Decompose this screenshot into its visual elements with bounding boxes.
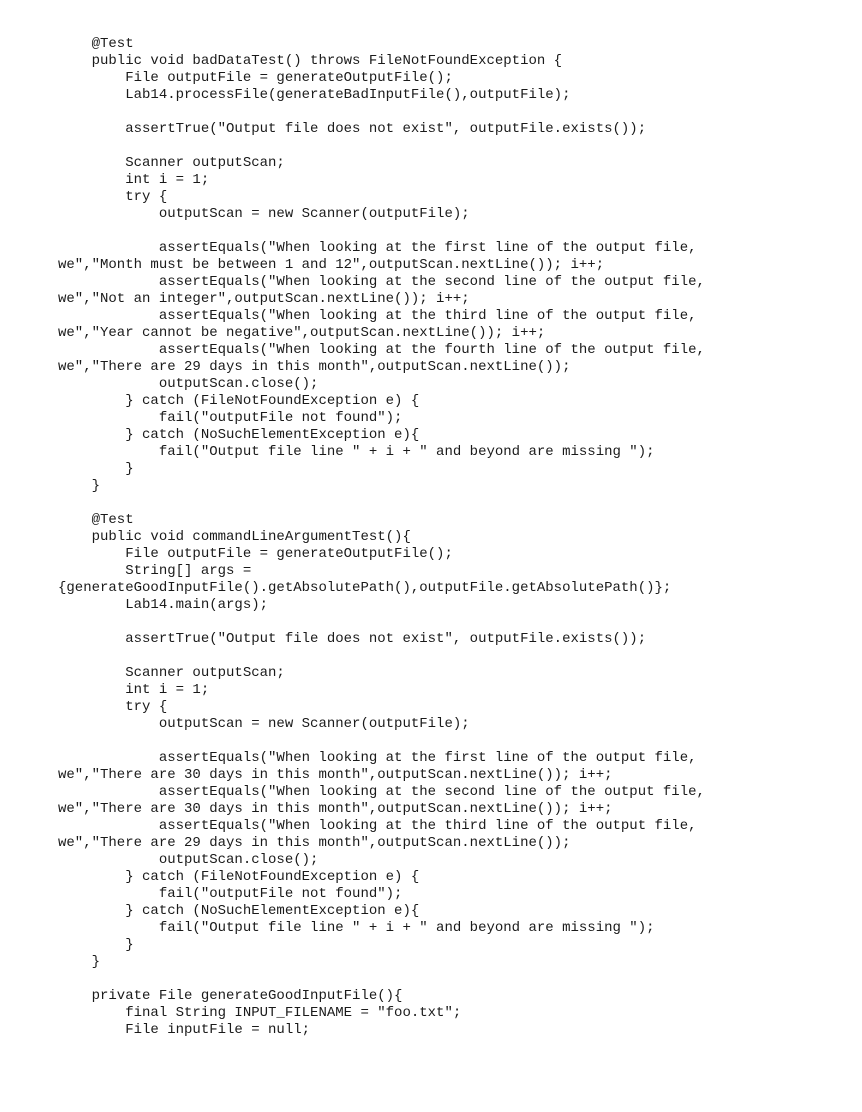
code-line <box>58 648 848 665</box>
code-line: Lab14.processFile(generateBadInputFile(),outputFile); <box>58 87 571 103</box>
code-line: we","There are 30 days in this month",outputScan.nextLine()); i++; <box>58 767 613 783</box>
code-line: public void commandLineArgumentTest(){ <box>58 529 411 545</box>
code-line: try { <box>58 699 168 715</box>
code-line: @Test <box>58 36 134 52</box>
code-line: we","There are 30 days in this month",outputScan.nextLine()); i++; <box>58 801 613 817</box>
code-line: private File generateGoodInputFile(){ <box>58 988 403 1004</box>
code-line: int i = 1; <box>58 682 210 698</box>
code-line: {generateGoodInputFile().getAbsolutePath(),outputFile.getAbsolutePath()}; <box>58 580 672 596</box>
code-line: fail("outputFile not found"); <box>58 410 403 426</box>
code-line: assertEquals("When looking at the second line of the output file, <box>58 784 705 800</box>
code-line <box>58 223 848 240</box>
code-line: int i = 1; <box>58 172 210 188</box>
code-line <box>58 104 848 121</box>
code-line: } <box>58 461 134 477</box>
code-line <box>58 971 848 988</box>
code-line: assertEquals("When looking at the second line of the output file, <box>58 274 705 290</box>
code-line: fail("Output file line " + i + " and beyond are missing "); <box>58 920 655 936</box>
code-line: we","There are 29 days in this month",outputScan.nextLine()); <box>58 835 571 851</box>
code-line <box>58 495 848 512</box>
code-line: public void badDataTest() throws FileNotFoundException { <box>58 53 563 69</box>
code-line: } <box>58 937 134 953</box>
code-line: outputScan.close(); <box>58 852 319 868</box>
code-line <box>58 138 848 155</box>
code-line: Scanner outputScan; <box>58 665 285 681</box>
code-line: assertEquals("When looking at the third line of the output file, <box>58 308 697 324</box>
code-line: outputScan.close(); <box>58 376 319 392</box>
code-line: fail("Output file line " + i + " and beyond are missing "); <box>58 444 655 460</box>
code-line: outputScan = new Scanner(outputFile); <box>58 716 470 732</box>
code-line: fail("outputFile not found"); <box>58 886 403 902</box>
code-line: try { <box>58 189 168 205</box>
code-line: } catch (FileNotFoundException e) { <box>58 869 420 885</box>
code-line: assertEquals("When looking at the first line of the output file, <box>58 240 697 256</box>
code-line: assertTrue("Output file does not exist", outputFile.exists()); <box>58 631 647 647</box>
code-line: assertEquals("When looking at the fourth line of the output file, <box>58 342 705 358</box>
code-line: } <box>58 954 101 970</box>
code-line: assertEquals("When looking at the third line of the output file, <box>58 818 697 834</box>
code-line: assertTrue("Output file does not exist", outputFile.exists()); <box>58 121 647 137</box>
code-line: } catch (FileNotFoundException e) { <box>58 393 420 409</box>
code-line: @Test <box>58 512 134 528</box>
code-line: } catch (NoSuchElementException e){ <box>58 903 420 919</box>
code-document <box>58 36 848 1039</box>
code-line: Lab14.main(args); <box>58 597 269 613</box>
code-line: Scanner outputScan; <box>58 155 285 171</box>
code-line: File inputFile = null; <box>58 1022 311 1038</box>
code-line: we","There are 29 days in this month",outputScan.nextLine()); <box>58 359 571 375</box>
code-line <box>58 733 848 750</box>
code-line: assertEquals("When looking at the first line of the output file, <box>58 750 697 766</box>
code-line: we","Year cannot be negative",outputScan.nextLine()); i++; <box>58 325 546 341</box>
code-line <box>58 614 848 631</box>
code-line: } catch (NoSuchElementException e){ <box>58 427 420 443</box>
code-line: outputScan = new Scanner(outputFile); <box>58 206 470 222</box>
code-line: File outputFile = generateOutputFile(); <box>58 546 453 562</box>
code-line: we","Not an integer",outputScan.nextLine()); i++; <box>58 291 470 307</box>
code-line: File outputFile = generateOutputFile(); <box>58 70 453 86</box>
code-line: String[] args = <box>58 563 252 579</box>
code-line: } <box>58 478 101 494</box>
code-line: final String INPUT_FILENAME = "foo.txt"; <box>58 1005 462 1021</box>
code-line: we","Month must be between 1 and 12",outputScan.nextLine()); i++; <box>58 257 605 273</box>
